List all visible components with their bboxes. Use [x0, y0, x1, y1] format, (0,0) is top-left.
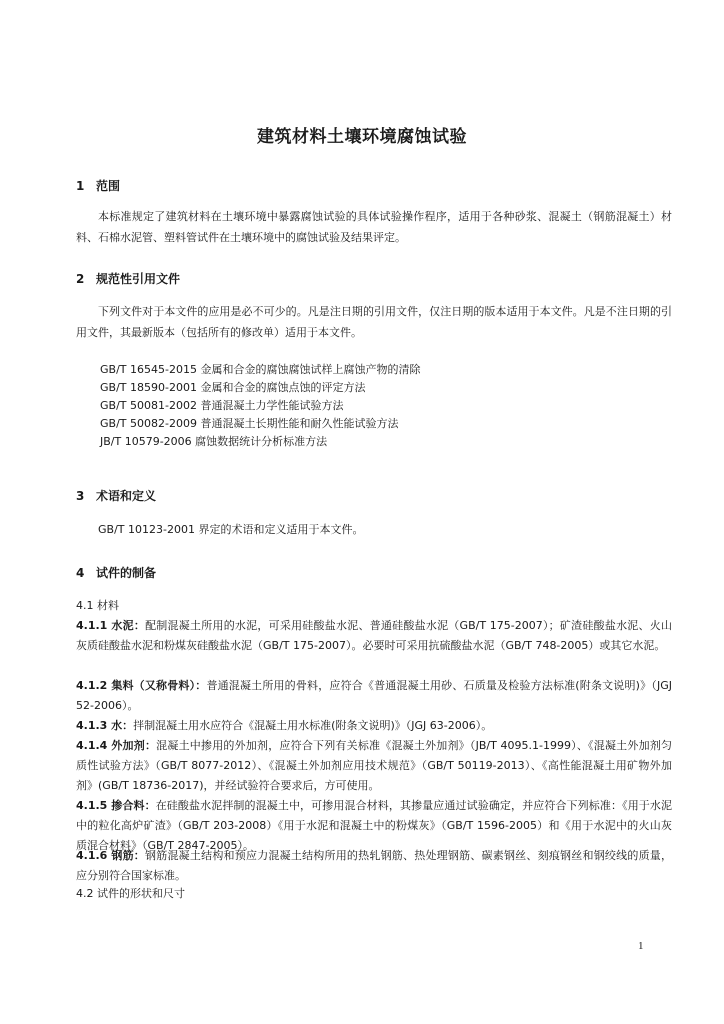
- clause-text: 混凝土中掺用的外加剂，应符合下列有关标准《混凝土外加剂》（JB/T 4095.1-1999）、《混凝土外加剂匀质性试验方法》（GB/T 8077-2012）、《混凝土外加剂应用技术规范》（GB/T 50119-2013）、《高性能混凝土用矿物外加剂》(GB/T 18736-2017)，并经试验符合要求后，方可使用。: [76, 739, 672, 792]
- clause-4-1-2: [76, 676, 672, 716]
- section-4-heading: [76, 564, 156, 581]
- subsection-4-2: 4.2 试件的形状和尺寸: [76, 887, 185, 900]
- reference-item: GB/T 50082-2009 普通混凝土长期性能和耐久性能试验方法: [100, 417, 399, 430]
- clause-text: 钢筋混凝土结构和预应力混凝土结构所用的热轧钢筋、热处理钢筋、碳素钢丝、刻痕钢丝和钢绞线的质量，应分别符合国家标准。: [76, 849, 673, 882]
- section-2-paragraph: 下列文件对于本文件的应用是必不可少的。凡是注日期的引用文件，仅注日期的版本适用于本文件。凡是不注日期的引用文件，其最新版本（包括所有的修改单）适用于本文件。: [76, 305, 672, 339]
- section-3-paragraph: GB/T 10123-2001 界定的术语和定义适用于本文件。: [98, 523, 364, 536]
- clause-label: 4.1.4 外加剂：: [76, 739, 157, 752]
- section-title: 范围: [96, 179, 121, 193]
- section-2-heading: [76, 270, 180, 287]
- reference-item: JB/T 10579-2006 腐蚀数据统计分析标准方法: [100, 435, 328, 448]
- clause-4-1-3: [76, 716, 672, 736]
- section-title: 试件的制备: [96, 566, 157, 580]
- section-1-heading: [76, 177, 120, 194]
- clause-label: 4.1.5 掺合料：: [76, 799, 156, 812]
- clause-text: 拌制混凝土用水应符合《混凝土用水标准(附条文说明)》（JGJ 63-2006）。: [133, 719, 493, 732]
- reference-item: GB/T 16545-2015 金属和合金的腐蚀腐蚀试样上腐蚀产物的清除: [100, 363, 421, 376]
- clause-label: 4.1.3 水：: [76, 719, 134, 732]
- reference-item: GB/T 50081-2002 普通混凝土力学性能试验方法: [100, 399, 344, 412]
- clause-text: 普通混凝土所用的骨料，应符合《普通混凝土用砂、石质量及检验方法标准(附条文说明)》（JGJ 52-2006）。: [76, 679, 673, 712]
- clause-text: 配制混凝土所用的水泥，可采用硅酸盐水泥、普通硅酸盐水泥（GB/T 175-2007）；矿渣硅酸盐水泥、火山灰质硅酸盐水泥和粉煤灰硅酸盐水泥（GB/T 175-2007）。必要时可采用抗硫酸盐水泥（GB/T 748-2005）或其它水泥。: [76, 619, 672, 652]
- section-3-heading: [76, 487, 156, 504]
- clause-label: 4.1.6 钢筋：: [76, 849, 146, 862]
- clause-label: 4.1.2 集料（又称骨料）：: [76, 679, 207, 692]
- reference-item: GB/T 18590-2001 金属和合金的腐蚀点蚀的评定方法: [100, 381, 366, 394]
- section-number: 2: [76, 272, 85, 286]
- section-number: 1: [76, 179, 85, 193]
- document-title: 建筑材料土壤环境腐蚀试验: [257, 127, 467, 147]
- section-title: 规范性引用文件: [96, 272, 181, 286]
- clause-text: 在硅酸盐水泥拌制的混凝土中，可掺用混合材料，其掺量应通过试验确定，并应符合下列标准：《用于水泥中的粒化高炉矿渣》（GB/T 203-2008）《用于水泥和混凝土中的粉煤灰》（GB/T 1596-2005）和《用于水泥中的火山灰质混合材料》（GB/T 2847-2005）。: [76, 799, 673, 852]
- section-1-paragraph: 本标准规定了建筑材料在土壤环境中暴露腐蚀试验的具体试验操作程序，适用于各种砂浆、混凝土（钢筋混凝土）材料、石棉水泥管、塑料管试件在土壤环境中的腐蚀试验及结果评定。: [76, 210, 672, 244]
- clause-4-1-6: [76, 846, 672, 886]
- page-number: 1: [638, 940, 644, 952]
- clause-4-1-1: [76, 616, 672, 656]
- clause-4-1-4: [76, 736, 672, 796]
- section-title: 术语和定义: [96, 489, 157, 503]
- section-number: 3: [76, 489, 85, 503]
- subsection-4-1: 4.1 材料: [76, 599, 119, 612]
- reference-list: [100, 361, 420, 451]
- section-number: 4: [76, 566, 85, 580]
- clause-label: 4.1.1 水泥：: [76, 619, 146, 632]
